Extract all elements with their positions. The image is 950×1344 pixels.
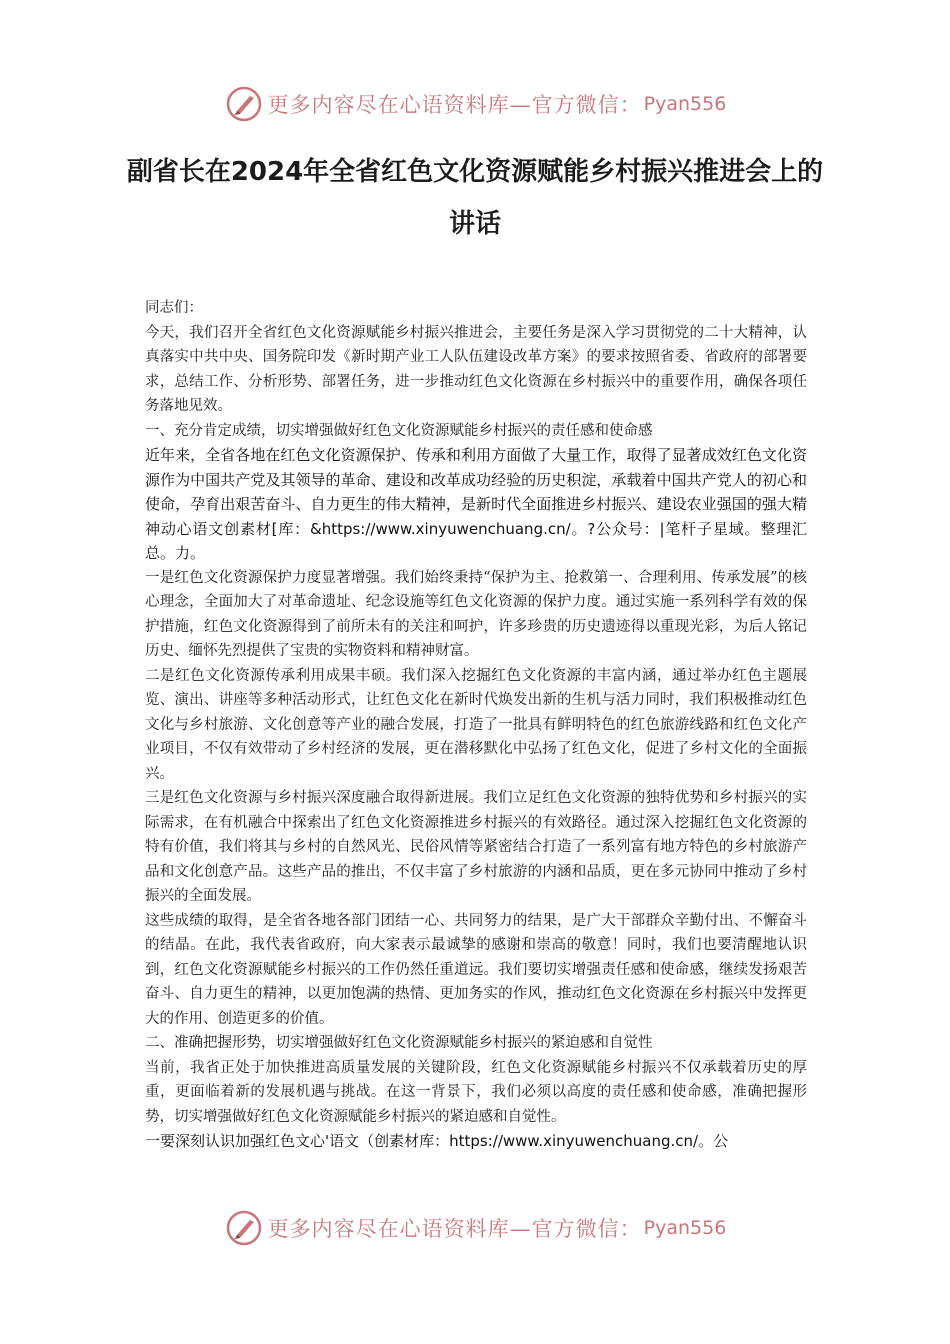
paragraph: 三是红色文化资源与乡村振兴深度融合取得新进展。我们立足红色文化资源的独特优势和乡村振兴的实际需求，在有机融合中探索出了红色文化资源推进乡村振兴的有效路径。通过深入挖掘红色文化资源的特有价值，我们将其与乡村的自然风光、民俗风情等紧密结合打造了一系列富有地方特色的乡村旅游产品和文化创意产品。这些产品的推出，不仅丰富了乡村旅游的内涵和品质，更在多元协同中推动了乡村振兴的全面发展。 [145,790,807,904]
paragraph: 近年来，全省各地在红色文化资源保护、传承和利用方面做了大量工作，取得了显著成效红色文化资源作为中国共产党及其领导的革命、建设和改革成功经验的历史积淀，承载着中国共产党人的初心和使命，孕育出艰苦奋斗、自力更生的伟大精神，是新时代全面推进乡村振兴、建设农业强国的强大精神动心语文创素材[库：&https://www.xinyuwenchuang.cn/。?公众号：|笔杆子星域。整理汇总。力。 [145,446,807,562]
watermark-banner-top [0,82,950,126]
section-heading: 二、准确把握形势，切实增强做好红色文化资源赋能乡村振兴的紧迫感和自觉性 [145,1035,653,1051]
banner-wechat-id: Pyan556 [643,93,727,115]
paragraph: 这些成绩的取得，是全省各地各部门团结一心、共同努力的结果，是广大干部群众辛勤付出、不懈奋斗的结晶。在此，我代表省政府，向大家表示最诚挚的感谢和崇高的敬意！同时，我们也要清醒地认识到，红色文化资源赋能乡村振兴的工作仍然任重道远。我们要切实增强责任感和使命感，继续发扬艰苦奋斗、自力更生的精神，以更加饱满的热情、更加务实的作风，推动红色文化资源在乡村振兴中发挥更大的作用、创造更多的价值。 [145,912,807,1027]
brush-logo-icon [224,84,264,124]
salutation: 同志们： [145,300,203,316]
section-heading: 一、充分肯定成绩，切实增强做好红色文化资源赋能乡村振兴的责任感和使命感 [145,422,653,439]
brush-logo-icon [224,1208,264,1248]
page-title: 副省长在2024年全省红色文化资源赋能乡村振兴推进会上的讲话 [126,157,824,239]
paragraph: 当前，我省正处于加快推进高质量发展的关键阶段，红色文化资源赋能乡村振兴不仅承载着历史的厚重，更面临着新的发展机遇与挑战。在这一背景下，我们必须以高度的责任感和使命感，准确把握形势，切实增强做好红色文化资源赋能乡村振兴的紧迫感和自觉性。 [145,1059,807,1125]
document-body [145,296,807,1154]
banner-text: 更多内容尽在心语资料库—官方微信： [267,93,642,117]
paragraph: 一是红色文化资源保护力度显著增强。我们始终秉持“保护为主、抢救第一、合理利用、传承发展”的核心理念，全面加大了对革命遗址、纪念设施等红色文化资源的保护力度。通过实施一系列科学有效的保护措施，红色文化资源得到了前所未有的关注和呵护，许多珍贵的历史遗迹得以重现光彩，为后人铭记历史、缅怀先烈提供了宝贵的实物资料和精神财富。 [145,569,807,659]
paragraph: 今天，我们召开全省红色文化资源赋能乡村振兴推进会，主要任务是深入学习贯彻党的二十大精神，认真落实中共中央、国务院印发《新时期产业工人队伍建设改革方案》的要求按照省委、省政府的部署要求，总结工作、分析形势、部署任务，进一步推动红色文化资源在乡村振兴中的重要作用，确保各项任务落地见效。 [145,324,807,414]
banner-text: 更多内容尽在心语资料库—官方微信： [267,1217,642,1241]
watermark-banner-bottom [0,1206,950,1250]
banner-wechat-id: Pyan556 [643,1217,727,1239]
paragraph: 二是红色文化资源传承利用成果丰硕。我们深入挖掘红色文化资源的丰富内涵，通过举办红色主题展览、演出、讲座等多种活动形式，让红色文化在新时代焕发出新的生机与活力同时，我们积极推动红色文化与乡村旅游、文化创意等产业的融合发展，打造了一批具有鲜明特色的红色旅游线路和红色文化产业项目，不仅有效带动了乡村经济的发展，更在潜移默化中弘扬了红色文化，促进了乡村文化的全面振兴。 [145,667,807,782]
paragraph: 一要深刻认识加强红色文心'语文（创素材库：https://www.xinyuwenchuang.cn/。公 [145,1132,729,1150]
